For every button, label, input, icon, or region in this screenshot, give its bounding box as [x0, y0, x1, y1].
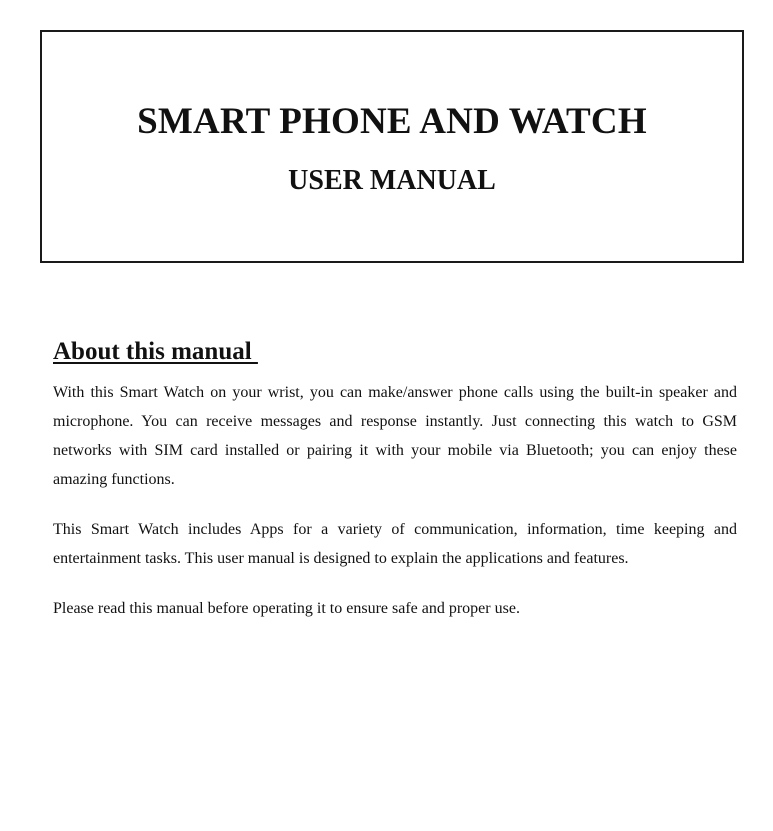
about-section	[53, 336, 737, 644]
paragraph-apps: This Smart Watch includes Apps for a variety of communication, information, time keeping and entertainment tasks. This user manual is designed to explain the applications and features.	[53, 521, 737, 567]
document-title: SMART PHONE AND WATCH	[137, 101, 647, 142]
title-box	[40, 30, 744, 263]
paragraph-safety: Please read this manual before operating it to ensure safe and proper use.	[53, 600, 520, 617]
paragraph-intro: With this Smart Watch on your wrist, you can make/answer phone calls using the built-in speaker and microphone. You can receive messages and response instantly. Just connecting this watch to GSM networks with SIM card installed or pairing it with your mobile via Bluetooth; you can enjoy these amazing functions.	[53, 384, 737, 488]
section-heading-about: About this manual	[53, 338, 258, 365]
document-subtitle: USER MANUAL	[288, 165, 496, 196]
